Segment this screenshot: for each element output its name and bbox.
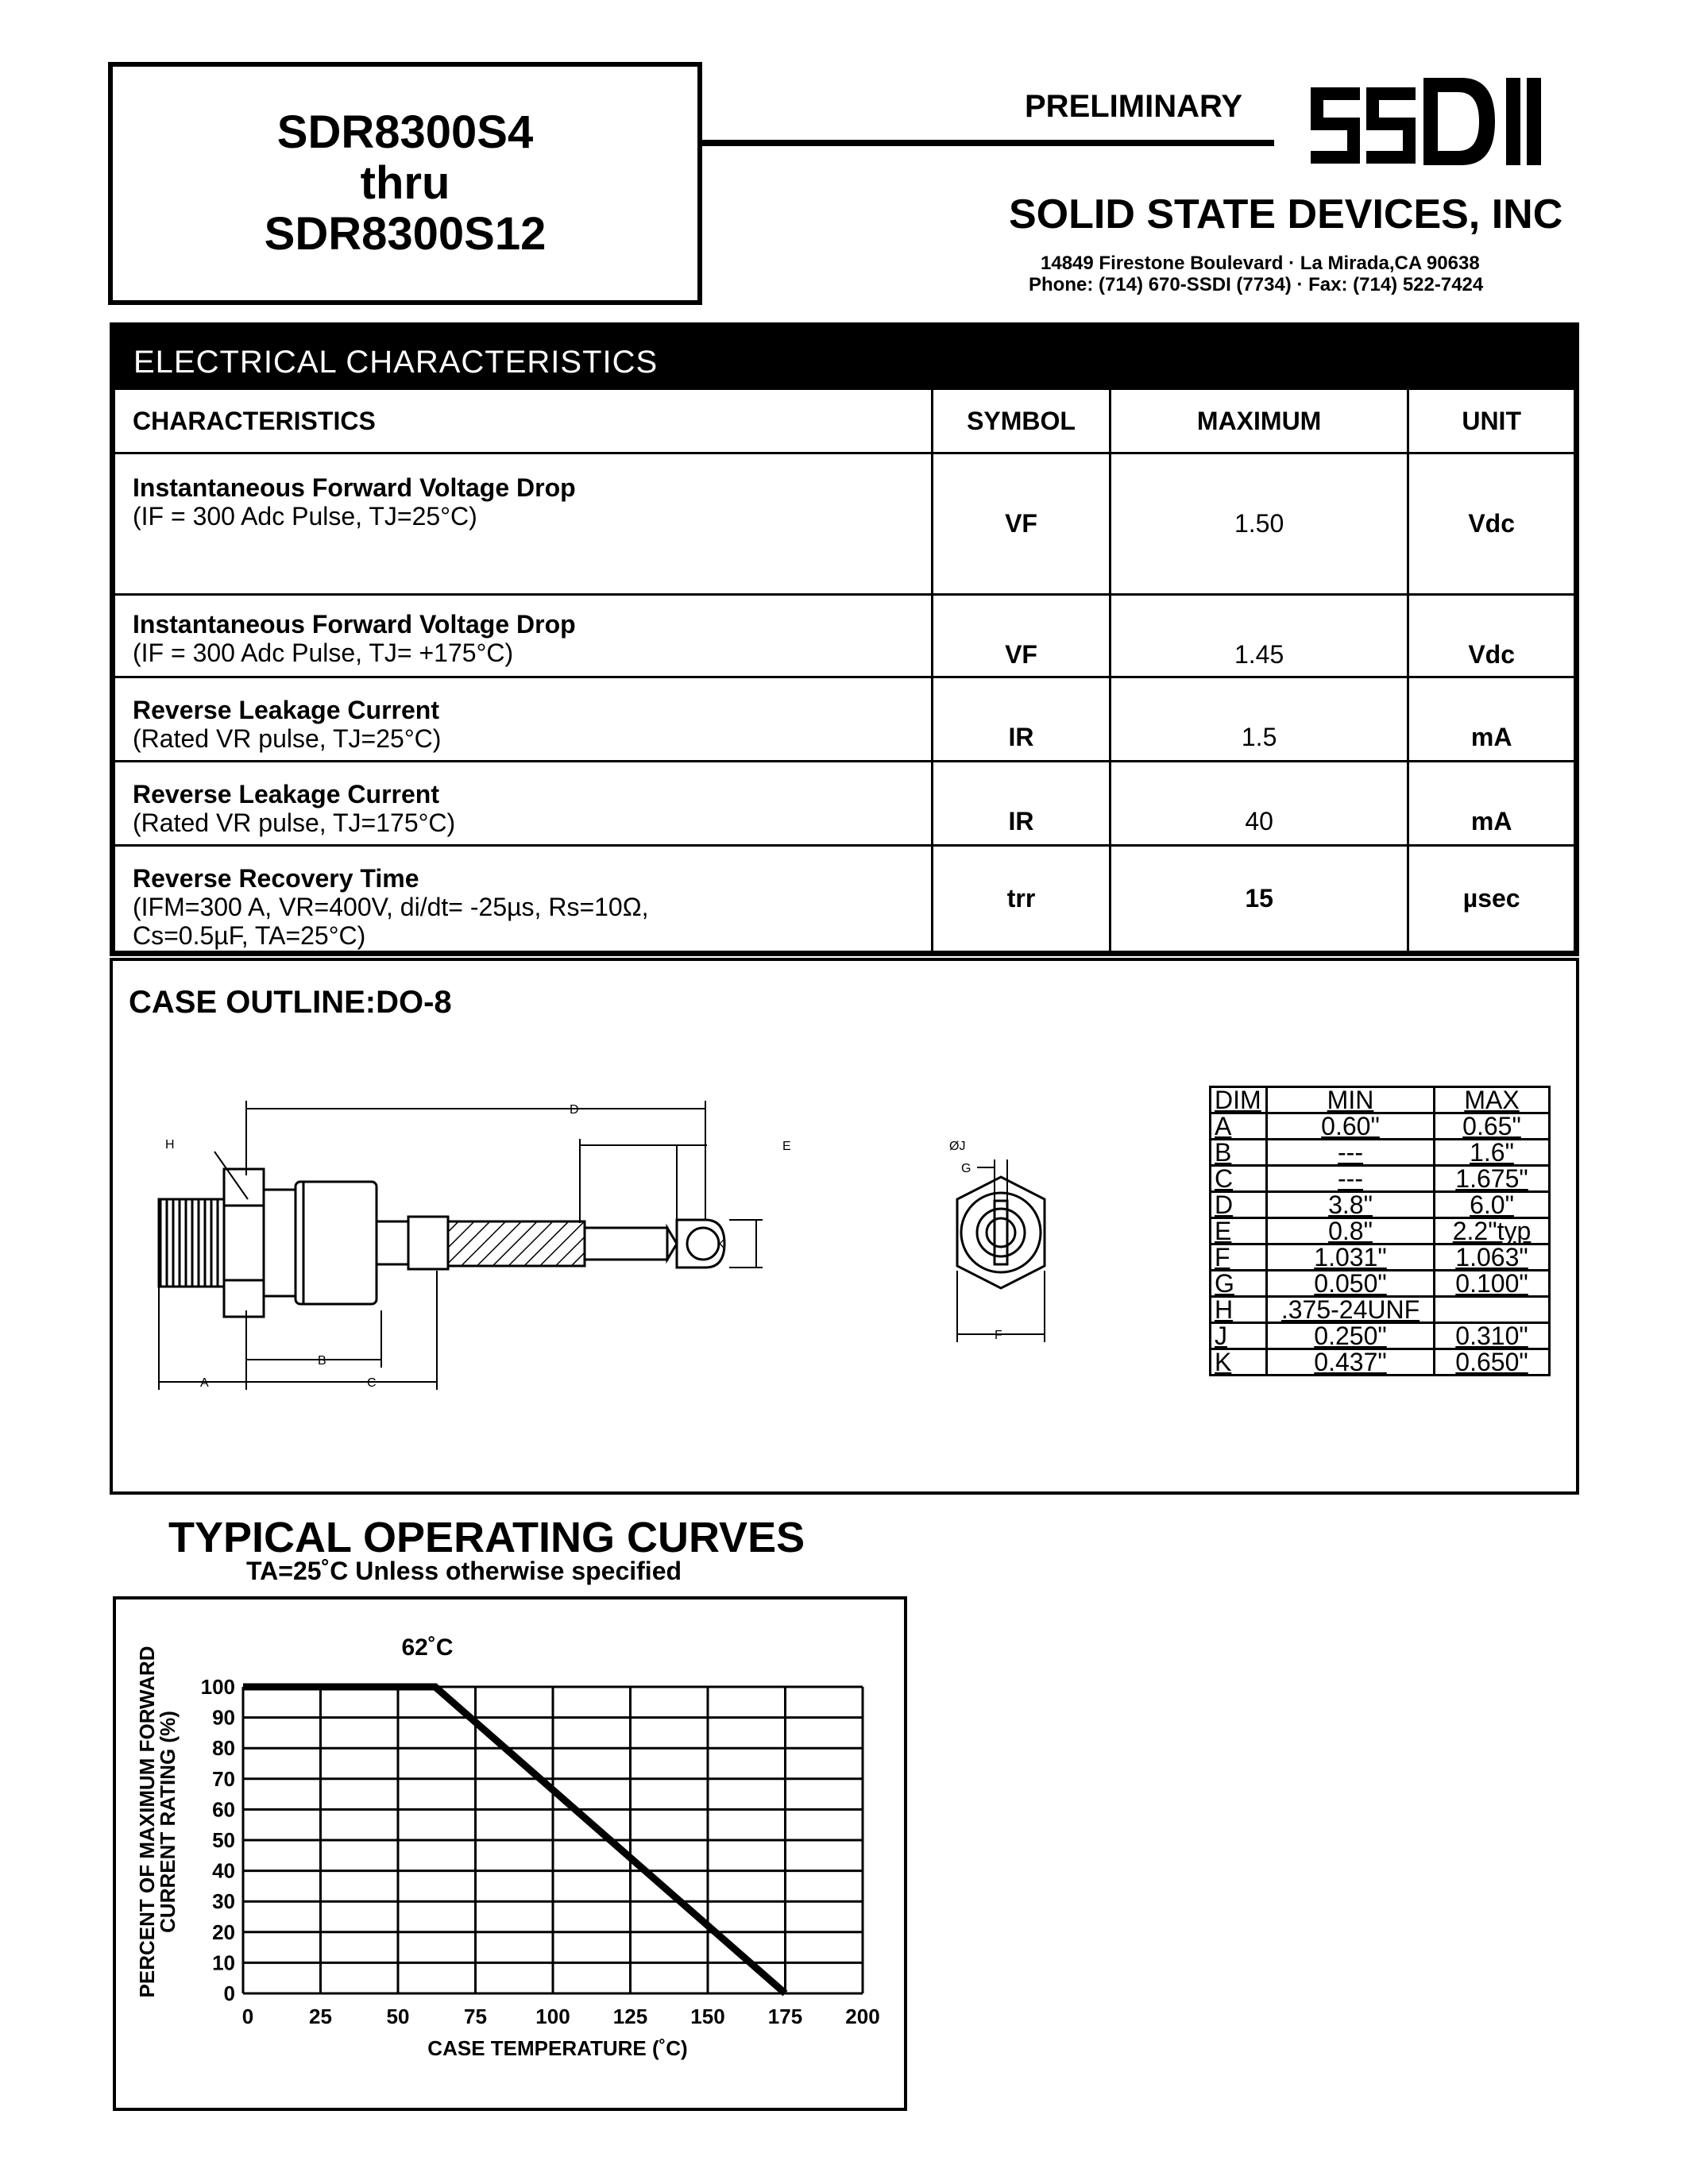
x-tick-label: 0 — [241, 2005, 254, 2028]
y-axis-ticks — [201, 1675, 235, 2005]
dim-max: 1.6" — [1435, 1140, 1550, 1166]
y-tick-label: 10 — [212, 1951, 235, 1975]
x-tick-label: 125 — [612, 2005, 648, 2028]
table-row — [114, 846, 1575, 952]
dim-label-h: H — [165, 1138, 175, 1152]
dimension-row — [1211, 1323, 1550, 1349]
dim-min: 0.60" — [1267, 1113, 1435, 1140]
dim-letter: K — [1211, 1349, 1267, 1376]
mounting-hole — [687, 1228, 719, 1260]
dim-label-f: F — [995, 1329, 1002, 1342]
preliminary-label: PRELIMINARY — [1025, 89, 1243, 124]
y-tick-label: 0 — [223, 1981, 235, 2005]
company-name: SOLID STATE DEVICES, INC — [1009, 191, 1563, 237]
symbol-cell: trr — [933, 846, 1111, 952]
thread-stud — [159, 1199, 224, 1287]
unit-cell: mA — [1408, 677, 1575, 762]
dim-letter: A — [1211, 1113, 1267, 1140]
flexible-lead — [585, 1228, 667, 1260]
derating-chart — [116, 1599, 904, 2108]
symbol-cell: IR — [933, 762, 1111, 846]
section-title: ELECTRICAL CHARACTERISTICS — [113, 326, 1576, 388]
ssdi-logo — [1311, 71, 1557, 179]
chart-annotation: 62˚C — [401, 1634, 454, 1661]
dim-min: 1.031" — [1267, 1244, 1435, 1271]
maximum-cell: 1.5 — [1110, 677, 1408, 762]
test-condition: (Rated VR pulse, TJ=175°C) — [133, 808, 456, 837]
dimension-row — [1211, 1192, 1550, 1218]
dim-letter: C — [1211, 1166, 1267, 1192]
dim-max: 1.675" — [1435, 1166, 1550, 1192]
y-axis-label-line: PERCENT OF MAXIMUM FORWARD — [135, 1646, 159, 1998]
dimension-table — [1209, 1086, 1551, 1376]
x-tick-label: 200 — [845, 2005, 880, 2028]
dim-letter: E — [1211, 1218, 1267, 1244]
dimension-row — [1211, 1140, 1550, 1166]
table-header-row — [114, 389, 1575, 453]
column-header: UNIT — [1408, 389, 1575, 453]
dim-label-b: B — [318, 1354, 326, 1368]
x-axis-ticks — [242, 2005, 880, 2028]
dim-min: .375-24UNF — [1267, 1297, 1435, 1323]
dim-max: 6.0" — [1435, 1192, 1550, 1218]
test-condition: (IF = 300 Adc Pulse, TJ=25°C) — [133, 502, 477, 531]
table-row — [114, 453, 1575, 595]
chart-grid — [243, 1687, 863, 1993]
dimension-header-row — [1211, 1087, 1550, 1113]
table-row — [114, 677, 1575, 762]
dimension-row — [1211, 1349, 1550, 1376]
y-tick-label: 70 — [212, 1766, 235, 1791]
dim-letter: G — [1211, 1271, 1267, 1297]
part-number-start: SDR8300S4 — [276, 106, 534, 158]
unit-cell: µsec — [1408, 846, 1575, 952]
dimension-row — [1211, 1113, 1550, 1140]
dim-max: 0.65" — [1435, 1113, 1550, 1140]
end-face-circle — [961, 1193, 1041, 1272]
dim-label-d: D — [570, 1103, 579, 1117]
dim-min: 0.8" — [1267, 1218, 1435, 1244]
phone-fax-line: Phone: (714) 670-SSDI (7734) · Fax: (714) 522-7424 — [1029, 274, 1484, 295]
test-condition: Cs=0.5µF, TA=25°C) — [133, 921, 366, 950]
dim-label-g: G — [961, 1162, 971, 1175]
y-tick-label: 80 — [212, 1736, 235, 1761]
x-tick-label: 25 — [309, 2005, 332, 2028]
test-condition: (Rated VR pulse, TJ=25°C) — [133, 724, 442, 753]
maximum-cell: 1.45 — [1110, 595, 1408, 677]
part-number-end: SDR8300S12 — [264, 208, 547, 260]
column-header: CHARACTERISTICS — [114, 389, 933, 453]
dim-max — [1435, 1297, 1550, 1323]
y-tick-label: 100 — [200, 1675, 235, 1699]
address-line: 14849 Firestone Boulevard · La Mirada,CA 90638 — [1041, 253, 1480, 274]
characteristic-name: Reverse Recovery Time — [133, 864, 419, 893]
characteristic-cell — [114, 846, 933, 952]
case-body — [295, 1182, 377, 1304]
dim-label-e: E — [782, 1140, 791, 1153]
dim-min: 3.8" — [1267, 1192, 1435, 1218]
characteristics-table — [113, 388, 1576, 953]
x-tick-label: 75 — [464, 2005, 487, 2028]
x-tick-label: 100 — [535, 2005, 570, 2028]
dim-min: --- — [1267, 1166, 1435, 1192]
table-row — [114, 595, 1575, 677]
x-axis-label: CASE TEMPERATURE (˚C) — [427, 2036, 688, 2060]
electrical-characteristics — [110, 322, 1579, 956]
dim-max: 1.063" — [1435, 1244, 1550, 1271]
column-header: MAXIMUM — [1110, 389, 1408, 453]
table-row — [114, 762, 1575, 846]
maximum-cell: 1.50 — [1110, 453, 1408, 595]
y-tick-label: 40 — [212, 1858, 235, 1883]
test-condition: (IF = 300 Adc Pulse, TJ= +175°C) — [133, 639, 514, 667]
header-rule — [702, 140, 1274, 146]
dim-header: DIM — [1211, 1087, 1267, 1113]
unit-cell: Vdc — [1408, 453, 1575, 595]
dim-max: 0.100" — [1435, 1271, 1550, 1297]
x-tick-label: 175 — [767, 2005, 803, 2028]
characteristic-cell — [114, 762, 933, 846]
do8-outline-drawing — [151, 1072, 1176, 1406]
symbol-cell: VF — [933, 453, 1111, 595]
end-view — [957, 1160, 1045, 1342]
y-tick-label: 50 — [212, 1828, 235, 1852]
y-tick-label: 20 — [212, 1920, 235, 1944]
dim-label-c: C — [367, 1376, 377, 1390]
characteristic-name: Instantaneous Forward Voltage Drop — [133, 610, 576, 639]
column-header: SYMBOL — [933, 389, 1111, 453]
dimension-row — [1211, 1244, 1550, 1271]
symbol-cell: VF — [933, 595, 1111, 677]
dim-label-a: A — [200, 1376, 209, 1390]
dim-letter: J — [1211, 1323, 1267, 1349]
unit-cell: mA — [1408, 762, 1575, 846]
dim-max: 0.310" — [1435, 1323, 1550, 1349]
dim-min: 0.250" — [1267, 1323, 1435, 1349]
dim-label-k: K — [717, 1238, 725, 1252]
dimension-row — [1211, 1218, 1550, 1244]
dimension-row — [1211, 1166, 1550, 1192]
y-tick-label: 90 — [212, 1705, 235, 1730]
curves-subtitle: TA=25˚C Unless otherwise specified — [246, 1557, 682, 1585]
dim-letter: B — [1211, 1140, 1267, 1166]
dim-letter: D — [1211, 1192, 1267, 1218]
y-axis-label — [135, 1646, 180, 1998]
dim-min: 0.437" — [1267, 1349, 1435, 1376]
dim-max: 2.2"typ — [1435, 1218, 1550, 1244]
characteristic-cell — [114, 595, 933, 677]
y-tick-label: 60 — [212, 1797, 235, 1822]
characteristic-name: Reverse Leakage Current — [133, 696, 439, 724]
hex-nut — [224, 1169, 264, 1317]
side-view — [159, 1101, 763, 1390]
dim-label-j: ØJ — [949, 1140, 966, 1153]
characteristic-cell — [114, 453, 933, 595]
curves-title: TYPICAL OPERATING CURVES — [168, 1514, 805, 1561]
y-tick-label: 30 — [212, 1889, 235, 1914]
dim-letter: H — [1211, 1297, 1267, 1323]
dim-max: 0.650" — [1435, 1349, 1550, 1376]
maximum-cell: 15 — [1110, 846, 1408, 952]
x-tick-label: 150 — [690, 2005, 725, 2028]
characteristic-cell — [114, 677, 933, 762]
characteristic-name: Reverse Leakage Current — [133, 780, 439, 808]
min-header: MIN — [1267, 1087, 1435, 1113]
dim-letter: F — [1211, 1244, 1267, 1271]
symbol-cell: IR — [933, 677, 1111, 762]
x-tick-label: 50 — [386, 2005, 410, 2028]
part-number-thru: thru — [360, 157, 450, 209]
maximum-cell: 40 — [1110, 762, 1408, 846]
dim-min: --- — [1267, 1140, 1435, 1166]
case-outline-title: CASE OUTLINE:DO-8 — [129, 985, 452, 1020]
dimension-row — [1211, 1297, 1550, 1323]
unit-cell: Vdc — [1408, 595, 1575, 677]
y-axis-label-line: CURRENT RATING (%) — [156, 1711, 180, 1933]
test-condition: (IFM=300 A, VR=400V, di/dt= -25µs, Rs=10Ω, — [133, 893, 649, 921]
max-header: MAX — [1435, 1087, 1550, 1113]
characteristic-name: Instantaneous Forward Voltage Drop — [133, 473, 576, 502]
dimension-row — [1211, 1271, 1550, 1297]
dim-min: 0.050" — [1267, 1271, 1435, 1297]
part-number-box — [108, 62, 702, 305]
insulating-sleeve — [448, 1221, 585, 1266]
